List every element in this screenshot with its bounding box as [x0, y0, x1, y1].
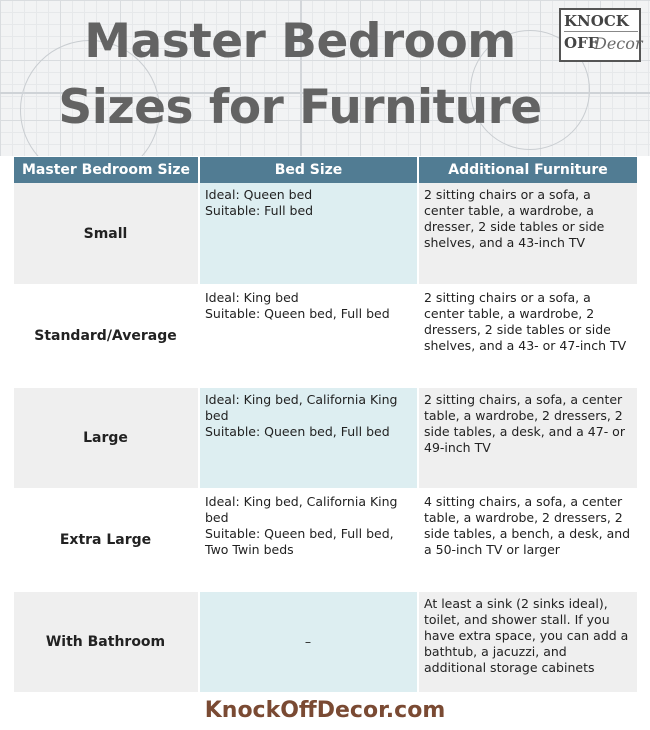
bed-suitable: Suitable: Full bed	[205, 203, 314, 218]
bedroom-size-cell: Small	[14, 183, 199, 285]
bed-size-cell	[199, 387, 418, 489]
page-title-line-1: Master Bedroom	[84, 14, 516, 69]
furniture-cell: 2 sitting chairs or a sofa, a center table, a wardrobe, a dresser, 2 side tables or side shelves, and a 43-inch TV	[418, 183, 637, 285]
page-title-line-2: Sizes for Furniture	[58, 80, 542, 135]
bedroom-size-cell: Extra Large	[14, 489, 199, 591]
bed-ideal: Ideal: King bed	[205, 290, 299, 305]
furniture-cell: At least a sink (2 sinks ideal), toilet, and shower stall. If you have extra space, you can add a bathtub, a jacuzzi, and additional storage cabinets	[418, 591, 637, 693]
bed-suitable: Suitable: Queen bed, Full bed, Two Twin beds	[205, 526, 394, 557]
logo-word-knock: KNOCK	[564, 12, 629, 30]
furniture-cell: 2 sitting chairs or a sofa, a center table, a wardrobe, 2 dressers, 2 side tables or side shelves, and a 43- or 47-inch TV	[418, 285, 637, 387]
furniture-cell: 4 sitting chairs, a sofa, a center table, a wardrobe, 2 dressers, 2 side tables, a bench, a desk, and a 50-inch TV or larger	[418, 489, 637, 591]
logo-divider	[564, 31, 638, 32]
bed-ideal: Ideal: King bed, California King bed	[205, 392, 398, 423]
bedroom-size-cell: Standard/Average	[14, 285, 199, 387]
bed-suitable: Suitable: Queen bed, Full bed	[205, 306, 390, 321]
table-row	[14, 387, 637, 489]
bedroom-size-cell: Large	[14, 387, 199, 489]
bed-suitable: Suitable: Queen bed, Full bed	[205, 424, 390, 439]
bed-size-cell: –	[199, 591, 418, 693]
column-header-bedroom-size: Master Bedroom Size	[14, 157, 199, 183]
logo-word-off: OFF	[564, 34, 599, 52]
title-banner	[0, 0, 650, 156]
table-row	[14, 183, 637, 285]
table-row	[14, 489, 637, 591]
furniture-cell: 2 sitting chairs, a sofa, a center table, a wardrobe, 2 dressers, 2 side tables, a desk, and a 47- or 49-inch TV	[418, 387, 637, 489]
table-row	[14, 285, 637, 387]
bed-ideal: Ideal: Queen bed	[205, 187, 313, 202]
logo-word-decor: Decor	[594, 34, 643, 53]
bedroom-size-cell: With Bathroom	[14, 591, 199, 693]
bed-size-cell	[199, 489, 418, 591]
bed-size-cell	[199, 183, 418, 285]
table-header-row	[14, 157, 637, 183]
column-header-additional-furniture: Additional Furniture	[418, 157, 637, 183]
column-header-bed-size: Bed Size	[199, 157, 418, 183]
site-footer-link[interactable]: KnockOffDecor.com	[204, 698, 446, 723]
bed-ideal: Ideal: King bed, California King bed	[205, 494, 398, 525]
table-row	[14, 591, 637, 693]
knockoffdecor-logo	[559, 8, 641, 62]
bed-size-cell	[199, 285, 418, 387]
bedroom-size-table	[14, 157, 637, 694]
